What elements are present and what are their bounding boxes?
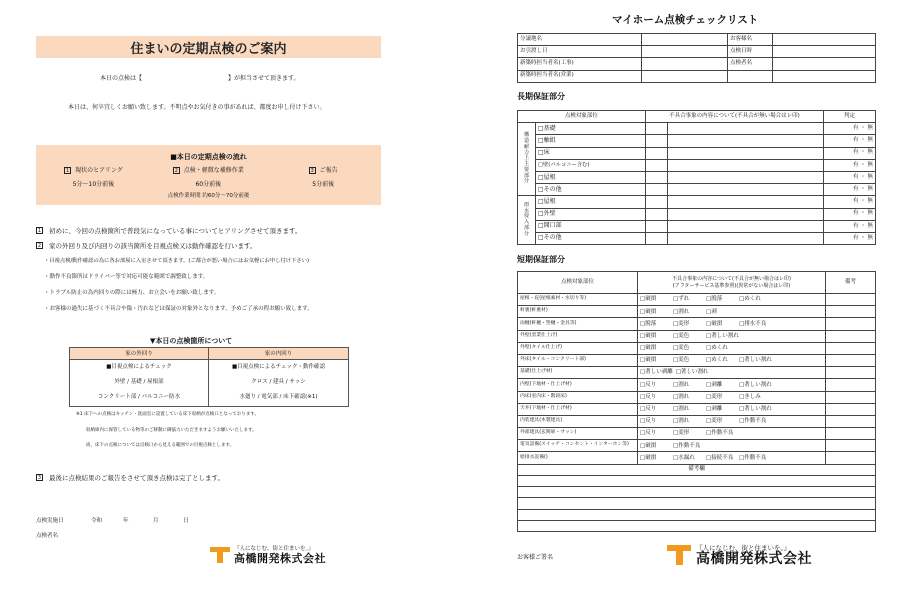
short-row-checkbox[interactable]: □変色	[673, 345, 690, 352]
long-judge: 有 ・ 無	[824, 196, 876, 208]
short-row-checkbox[interactable]: □割れ	[673, 406, 690, 413]
left-title: 住まいの定期点検のご案内	[130, 41, 287, 57]
locations-outside-row-2: コンクリート部 / バルコニー防水	[97, 394, 181, 400]
short-row-checkbox[interactable]: □きしみ	[739, 393, 761, 400]
flow-step-3-time: 5分前後	[312, 180, 335, 188]
logo-tagline: 『人になじむ、街と住まいを。』	[696, 544, 791, 553]
long-group-rainwater-label: 雨水侵入部分	[523, 201, 529, 237]
long-header-content: 不具合事象の内容について(不具合が無い場合はレ印)	[645, 111, 823, 123]
short-row-checkbox[interactable]: □著しい割れ	[675, 369, 709, 376]
long-item: □壁(バルコニー含む)	[536, 159, 646, 171]
long-item: □床	[536, 147, 646, 159]
step-2-text: 家の外回り及び内回りの該当箇所を目視点検又は動作確認を行います。	[49, 242, 257, 250]
short-row-checkbox[interactable]: □作動不良	[673, 442, 701, 449]
flow-step-1	[36, 167, 151, 188]
short-row-part: 軒裏(軒裏材)	[518, 306, 638, 318]
flow-step-1-number: 1	[66, 168, 70, 174]
short-row-part: 内装建具(木製建具)	[518, 415, 638, 427]
short-row-remarks[interactable]	[826, 367, 876, 379]
short-row-checkbox[interactable]: □作動不良	[739, 454, 767, 461]
long-item: □その他	[536, 184, 646, 196]
footnote-2: 収納庫内に保管している物等のご移動に御協力いただきますようお願いいたします。	[86, 428, 257, 433]
footnote-1: ※1 床下への点検はキッチン・洗面室に設置している床下収納が点検口となっております。	[76, 412, 259, 417]
short-row-remarks[interactable]	[826, 415, 876, 427]
long-judge: 有 ・ 無	[824, 135, 876, 147]
long-term-table	[517, 110, 876, 245]
short-row-checkbox[interactable]: □変形	[673, 320, 690, 327]
short-row-checkbox[interactable]: □破損	[706, 320, 723, 327]
short-row	[518, 415, 876, 427]
long-item: □屋根	[536, 171, 646, 183]
short-row-checkbox[interactable]: □変形	[673, 430, 690, 437]
logo-mark-icon	[667, 545, 691, 567]
short-row-checkbox[interactable]: □脱落	[706, 296, 723, 303]
short-row-items	[638, 452, 826, 464]
short-header-part: 点検対象部位	[518, 272, 638, 294]
date-day: 日	[183, 518, 189, 524]
info-construction-staff-label: 新築時担当者名(工事)	[518, 58, 642, 70]
flow-step-1-time: 5分～10分前後	[72, 180, 115, 188]
short-row-part: 屋根・庇(屋根素材・水切り等)	[518, 294, 638, 306]
short-row-checkbox[interactable]: □反り	[640, 406, 657, 413]
short-row-part: 給排水設備()	[518, 452, 638, 464]
date-month: 月	[153, 518, 159, 524]
assignee-line	[100, 75, 360, 83]
short-row-part: 電気設備(スイッチ・コンセント・インターホン等)	[518, 440, 638, 452]
locations-header-inside: 家の内回り	[264, 351, 293, 357]
long-header-judge: 判定	[824, 111, 876, 123]
short-row-checkbox[interactable]: □著しい割れ	[739, 357, 772, 364]
short-row-checkbox[interactable]: □割れ	[673, 381, 690, 388]
short-row-part: 外床(タイル・コンクリート部)	[518, 354, 638, 366]
flow-step-2	[151, 167, 266, 188]
short-row-items	[638, 415, 826, 427]
short-row-remarks[interactable]	[826, 318, 876, 330]
short-row-checkbox[interactable]: □著しい割れ	[739, 406, 772, 413]
long-judge: 有 ・ 無	[824, 184, 876, 196]
note-3: ・トラブル防止の為内回りの際には極力、お立会いをお願い致します。	[44, 290, 220, 296]
short-row-remarks[interactable]	[826, 428, 876, 440]
short-row-checkbox[interactable]: □作動不良	[739, 418, 767, 425]
inspector-label: 点検者名	[36, 533, 59, 539]
short-row	[518, 354, 876, 366]
remarks-line[interactable]	[518, 486, 876, 497]
short-row-remarks[interactable]	[826, 452, 876, 464]
short-row-checkbox[interactable]: □破損	[640, 345, 657, 352]
short-row-checkbox[interactable]: □剥離	[706, 381, 723, 388]
flow-heading: ■本日の定期点検の流れ	[170, 153, 247, 161]
short-row	[518, 367, 876, 379]
short-row-part: 雨樋(軒樋・竪樋・金具等)	[518, 318, 638, 330]
short-row-remarks[interactable]	[826, 440, 876, 452]
short-row-checkbox[interactable]: □水漏れ	[673, 454, 695, 461]
short-row-checkbox[interactable]: □変色	[673, 357, 690, 364]
long-judge: 有 ・ 無	[824, 147, 876, 159]
short-row-items	[638, 440, 826, 452]
short-row-checkbox[interactable]: □めくれ	[706, 357, 728, 364]
long-judge: 有 ・ 無	[824, 123, 876, 135]
date-year: 年	[123, 518, 129, 524]
short-row	[518, 379, 876, 391]
logo-name: 高橋開発株式会社	[234, 551, 326, 565]
step-3	[36, 473, 224, 482]
flow-section	[36, 145, 381, 205]
short-row-checkbox[interactable]: □剥	[706, 308, 717, 315]
signature-label: お客様ご署名	[517, 554, 554, 561]
long-item: □開口部	[536, 220, 646, 232]
long-judge: 有 ・ 無	[824, 171, 876, 183]
short-row	[518, 306, 876, 318]
short-row-items	[638, 367, 826, 379]
short-row-checkbox[interactable]: □著しい剥離	[640, 369, 673, 376]
total-time: 点検作業時間 約60分～70分前後	[167, 193, 250, 199]
step-1-number: 1	[37, 228, 42, 234]
short-row-remarks[interactable]	[826, 330, 876, 342]
short-row-checkbox[interactable]: □破損	[640, 332, 657, 339]
short-row-items	[638, 330, 826, 342]
short-row-checkbox[interactable]: □接続不良	[706, 454, 734, 461]
info-handover-label: お引渡し日	[518, 46, 642, 58]
step-1-text: 初めに、今回の点検箇所で普段気になっている事についてヒアリングさせて頂きます。	[49, 227, 302, 235]
short-row-remarks[interactable]	[826, 379, 876, 391]
step-1	[36, 226, 301, 235]
short-row-remarks[interactable]	[826, 391, 876, 403]
short-row-part: 外部建具(玄関扉・サッシ)	[518, 428, 638, 440]
remarks-header: 備考欄	[518, 464, 876, 475]
short-row-checkbox[interactable]: □剥離	[706, 406, 723, 413]
flow-step-3-number: 3	[310, 168, 314, 174]
short-row-items	[638, 354, 826, 366]
short-row-checkbox[interactable]: □破損	[640, 296, 657, 303]
short-row-checkbox[interactable]: □作動不良	[706, 430, 734, 437]
info-customer-label: お客様名	[728, 34, 773, 46]
long-group-rainwater	[518, 196, 536, 245]
short-row-part: 内壁(下地材・仕上げ材)	[518, 379, 638, 391]
left-title-banner	[36, 36, 381, 58]
short-row-remarks[interactable]	[826, 403, 876, 415]
long-item: □屋根	[536, 196, 646, 208]
step-3-text: 最後に点検結果のご報告をさせて頂き点検は完了とします。	[49, 474, 224, 482]
short-header-content-line1: 不具合事象の内容について(不具合が無い場合はレ印)	[672, 276, 791, 282]
short-row-remarks[interactable]	[826, 342, 876, 354]
info-inspection-date-label: 点検日時	[728, 46, 773, 58]
short-row-items	[638, 318, 826, 330]
short-row-items	[638, 379, 826, 391]
remarks-line[interactable]	[518, 520, 876, 531]
short-row-checkbox[interactable]: □反り	[640, 393, 657, 400]
info-sales-staff-label: 新築時担当者名(営業)	[518, 70, 642, 82]
short-row	[518, 330, 876, 342]
remarks-line[interactable]	[518, 475, 876, 486]
step-2-number: 2	[37, 243, 42, 249]
flow-step-2-number: 2	[174, 168, 178, 174]
note-2: ・動作不良箇所はドライバー等で対応可能な範囲で調整致します。	[44, 274, 209, 280]
short-row-checkbox[interactable]: □めくれ	[706, 345, 728, 352]
remarks-line[interactable]	[518, 498, 876, 509]
flow-step-3-label: ご報告	[319, 167, 338, 174]
date-label: 点検実施日	[36, 518, 64, 524]
locations-header-outside: 家の外回り	[70, 348, 209, 359]
short-row-checkbox[interactable]: □排水不良	[739, 320, 767, 327]
short-row-checkbox[interactable]: □割れ	[673, 418, 690, 425]
date-line	[36, 518, 189, 525]
short-row-checkbox[interactable]: □反り	[640, 381, 657, 388]
greeting: 本日は、何卒宜しくお願い致します。不明点やお気付きの事があれば、都度お申し付け下さい。	[68, 104, 326, 111]
short-row-part: 基礎(仕上げ材)	[518, 367, 638, 379]
info-inspector-label: 点検者名	[728, 58, 773, 70]
checklist-title: マイホーム点検チェックリスト	[612, 14, 759, 26]
flow-step-1-label: 現状のヒアリング	[75, 167, 123, 174]
short-row-items	[638, 391, 826, 403]
short-row-remarks[interactable]	[826, 354, 876, 366]
short-row	[518, 391, 876, 403]
short-row-part: 内床(室内床・階段床)	[518, 391, 638, 403]
long-judge: 有 ・ 無	[824, 159, 876, 171]
short-row-checkbox[interactable]: □著しい割れ	[739, 381, 772, 388]
long-judge: 有 ・ 無	[824, 220, 876, 232]
short-row-part: 外壁(窯業仕上げ)	[518, 330, 638, 342]
locations-outside-row-1: 外壁 / 基礎 / 屋根部	[114, 379, 164, 385]
long-item: □基礎	[536, 123, 646, 135]
locations-inside-row-1: クロス / 建具 / サッシ	[251, 379, 306, 385]
locations-inside-sub: ■目視点検によるチェック・動作確認	[231, 364, 326, 370]
short-row-part: 天井(下地材・仕上げ材)	[518, 403, 638, 415]
short-row-checkbox[interactable]: □破損	[640, 357, 657, 364]
long-item: □軸組	[536, 135, 646, 147]
info-table	[517, 33, 876, 83]
long-judge: 有 ・ 無	[824, 208, 876, 220]
short-row-part: 外壁(タイル仕上げ)	[518, 342, 638, 354]
short-row-checkbox[interactable]: □割れ	[673, 393, 690, 400]
long-group-structure	[518, 123, 536, 196]
short-row-checkbox[interactable]: □著しい割れ	[706, 332, 739, 339]
long-item: □その他	[536, 232, 646, 244]
step-2	[36, 241, 256, 250]
short-row-checkbox[interactable]: □脱落	[640, 320, 657, 327]
info-estate-label: 分譲地名	[518, 34, 642, 46]
short-row-remarks[interactable]	[826, 306, 876, 318]
short-row-checkbox[interactable]: □破損	[640, 442, 657, 449]
short-header-content-line2: (アフターサービス基準参照)(異常がない場合はレ印)	[672, 282, 791, 289]
short-row-items	[638, 403, 826, 415]
short-row-items	[638, 428, 826, 440]
flow-step-2-label: 点検・軽微な補修作業	[183, 167, 244, 174]
short-row-checkbox[interactable]: □反り	[640, 430, 657, 437]
step-3-number: 3	[37, 475, 42, 481]
locations-inside-row-2: 水廻り / 電気部 / 床下確認(※1)	[239, 394, 318, 400]
long-group-structure-label: 構造耐力上主要部分	[523, 132, 529, 185]
short-header-remarks: 備考	[826, 272, 876, 294]
company-logo-left	[210, 547, 326, 565]
short-row-items	[638, 306, 826, 318]
short-row	[518, 452, 876, 464]
short-row-remarks[interactable]	[826, 294, 876, 306]
note-4: ・お客様の過失に基づく不具合や傷・汚れなどは保証の対象外となります。予めご了承の程お願い致します。	[44, 306, 313, 312]
company-logo-right	[667, 545, 812, 567]
short-row-checkbox[interactable]: □破損	[640, 308, 657, 315]
assignee-before: 本日の点検は【	[100, 75, 143, 82]
logo-name: 高橋開発株式会社	[696, 550, 812, 567]
short-row	[518, 440, 876, 452]
flow-step-3	[266, 167, 381, 188]
short-row	[518, 428, 876, 440]
short-row	[518, 294, 876, 306]
locations-heading: ▼本日の点検箇所について	[150, 337, 233, 345]
short-row-items	[638, 294, 826, 306]
short-row-checkbox[interactable]: □破損	[640, 454, 657, 461]
assignee-after: 】が担当させて頂きます。	[228, 75, 300, 82]
footnote-3: 尚、床下の点検については点検口から見える範囲での目視点検とします。	[86, 443, 235, 448]
short-term-table	[517, 271, 876, 532]
short-row-checkbox[interactable]: □変形	[706, 418, 723, 425]
short-header-content	[638, 272, 826, 294]
long-header-part: 点検対象部位	[518, 111, 646, 123]
short-term-heading: 短期保証部分	[517, 255, 565, 264]
long-term-heading: 長期保証部分	[517, 92, 565, 101]
short-row-checkbox[interactable]: □変色	[673, 332, 690, 339]
remarks-line[interactable]	[518, 509, 876, 520]
short-row-checkbox[interactable]: □割れ	[673, 308, 690, 315]
short-row-checkbox[interactable]: □ずれ	[673, 296, 690, 303]
note-1: ・目視点検/動作確認の為に各お部屋に入室させて頂きます。(ご都合が悪い場合にはお気軽にお申し付け下さい)	[44, 258, 310, 264]
long-item: □外壁	[536, 208, 646, 220]
date-era: 令和	[91, 518, 103, 524]
logo-mark-icon	[210, 547, 230, 565]
locations-outside-sub: ■目視点検によるチェック	[106, 364, 172, 370]
flow-step-2-time: 60分前後	[195, 180, 222, 188]
short-row	[518, 342, 876, 354]
long-judge: 有 ・ 無	[824, 232, 876, 244]
short-row-checkbox[interactable]: □変形	[706, 393, 723, 400]
short-row-checkbox[interactable]: □めくれ	[739, 296, 761, 303]
short-row	[518, 318, 876, 330]
short-row	[518, 403, 876, 415]
short-row-checkbox[interactable]: □反り	[640, 418, 657, 425]
locations-table	[69, 347, 349, 407]
logo-tagline: 『人になじむ、街と住まいを。』	[234, 546, 314, 553]
short-row-items	[638, 342, 826, 354]
